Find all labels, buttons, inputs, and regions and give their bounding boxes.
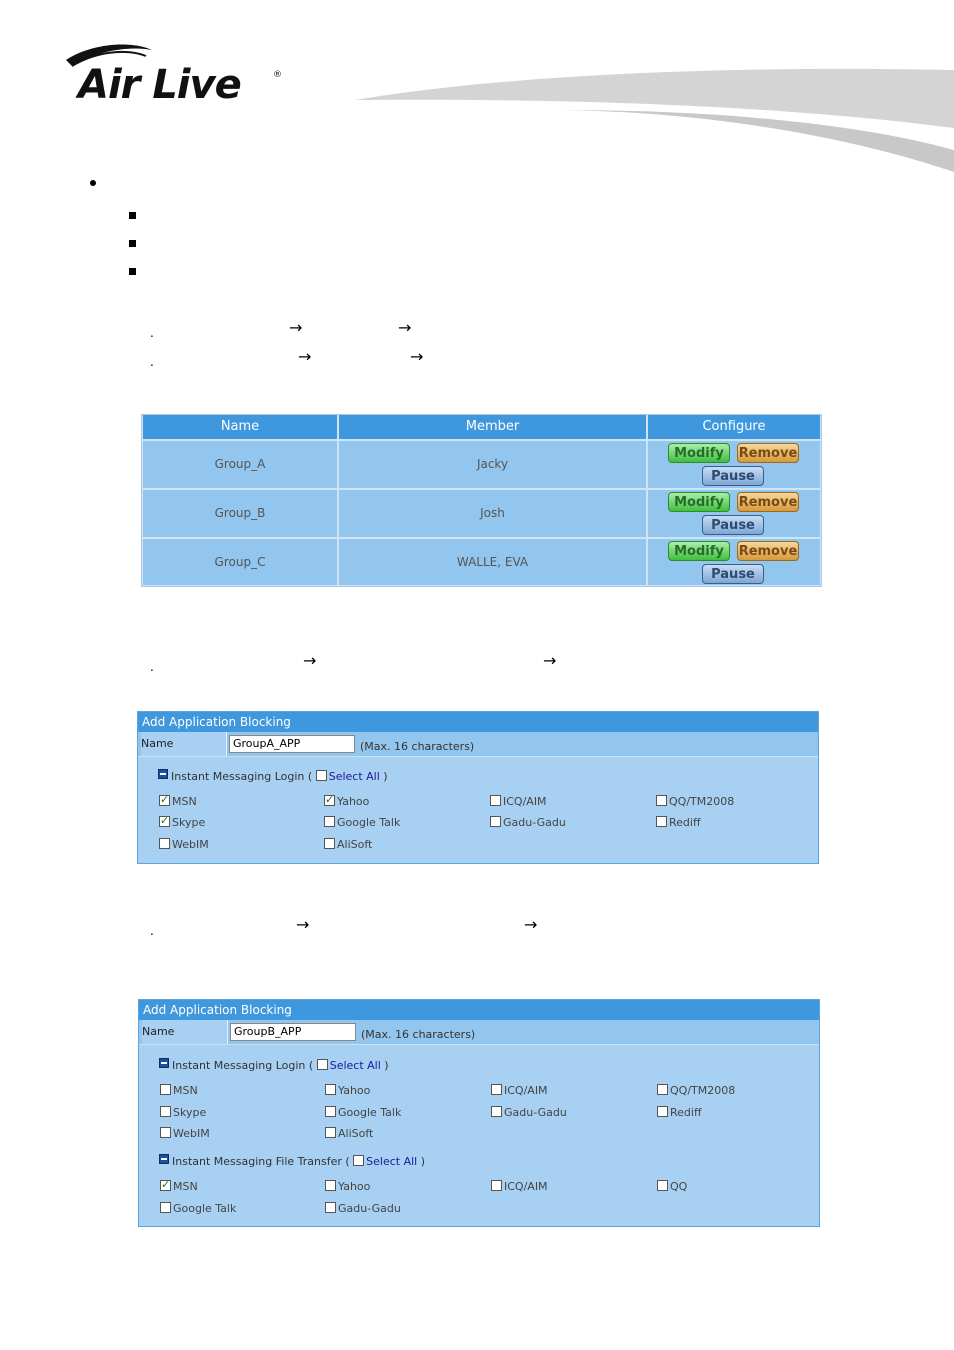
checkbox-label: Gadu-Gadu <box>503 816 566 829</box>
bullet-dot <box>90 180 96 186</box>
name-row <box>138 732 818 757</box>
checkbox-label: WebIM <box>173 1127 210 1140</box>
add-application-blocking-panel <box>138 999 820 1227</box>
group-table <box>141 414 822 587</box>
checkbox-label: AliSoft <box>338 1127 374 1140</box>
remove-button[interactable]: Remove <box>737 443 799 463</box>
arrow-icon: → <box>298 347 312 366</box>
checkbox[interactable] <box>657 1180 668 1191</box>
step-mark: . <box>150 924 154 938</box>
checkbox-label: Google Talk <box>337 816 401 829</box>
checkbox[interactable] <box>656 795 667 806</box>
checkbox-ft-yahoo[interactable] <box>325 1180 370 1193</box>
checkbox-label: Gadu-Gadu <box>504 1106 567 1119</box>
checkbox-rediff[interactable] <box>656 816 701 829</box>
checkbox-label: Rediff <box>669 816 701 829</box>
step-mark: . <box>150 660 154 674</box>
arrow-icon: → <box>410 347 424 366</box>
checkbox-rediff[interactable] <box>657 1106 702 1119</box>
checkbox-label: QQ <box>670 1180 688 1193</box>
checkbox-gadu-gadu[interactable] <box>490 816 566 829</box>
checkbox[interactable] <box>657 1084 668 1095</box>
panel-title: Add Application Blocking <box>139 1000 819 1020</box>
arrow-icon: → <box>296 915 310 934</box>
checkbox[interactable] <box>324 795 335 806</box>
checkbox[interactable] <box>160 1127 171 1138</box>
checkbox-ft-qq[interactable] <box>657 1180 687 1193</box>
checkbox[interactable] <box>325 1127 336 1138</box>
name-row <box>139 1020 819 1045</box>
checkbox[interactable] <box>325 1106 336 1117</box>
column-header-name: Name <box>143 415 337 439</box>
checkbox[interactable] <box>159 816 170 827</box>
name-hint: (Max. 16 characters) <box>361 1028 476 1041</box>
group-configure-cell <box>648 441 820 488</box>
column-header-member: Member <box>339 415 646 439</box>
checkbox-label: Google Talk <box>338 1106 402 1119</box>
step-mark: . <box>150 326 154 340</box>
section-label: Instant Messaging File Transfer <box>172 1155 342 1168</box>
checkbox[interactable] <box>324 816 335 827</box>
arrow-icon: → <box>398 318 412 337</box>
collapse-icon[interactable] <box>158 769 168 779</box>
checkbox[interactable] <box>490 816 501 827</box>
checkbox-msn[interactable] <box>160 1084 198 1097</box>
checkbox[interactable] <box>160 1202 171 1213</box>
checkbox-label: ICQ/AIM <box>504 1180 548 1193</box>
paren: ) <box>420 1155 426 1168</box>
select-all-checkbox[interactable] <box>316 770 327 781</box>
section-label: Instant Messaging Login <box>172 1059 306 1072</box>
panel-title: Add Application Blocking <box>138 712 818 732</box>
paren: ) <box>384 1059 389 1072</box>
checkbox-ft-icq-aim[interactable] <box>491 1180 548 1193</box>
group-name-cell: Group_C <box>143 539 337 585</box>
bullet-square <box>129 268 136 275</box>
name-label: Name <box>142 1020 228 1044</box>
checkbox[interactable] <box>656 816 667 827</box>
checkbox[interactable] <box>491 1106 502 1117</box>
checkbox[interactable] <box>657 1106 668 1117</box>
checkbox-label: Skype <box>172 816 206 829</box>
collapse-icon[interactable] <box>159 1058 169 1068</box>
checkbox[interactable] <box>491 1180 502 1191</box>
modify-button[interactable]: Modify <box>668 443 730 463</box>
group-name-cell: Group_B <box>143 490 337 537</box>
checkbox-skype[interactable] <box>159 816 205 829</box>
checkbox-label: AliSoft <box>337 838 373 851</box>
checkbox[interactable] <box>325 1084 336 1095</box>
checkbox-google-talk[interactable] <box>325 1106 401 1119</box>
paren: ( <box>308 1059 314 1072</box>
modify-button[interactable]: Modify <box>668 541 730 561</box>
group-member-cell: Josh <box>339 490 646 537</box>
group-member-cell: Jacky <box>339 441 646 488</box>
remove-button[interactable]: Remove <box>737 541 799 561</box>
checkbox-label: MSN <box>173 1084 198 1097</box>
pause-button[interactable]: Pause <box>702 564 764 584</box>
group-name-cell: Group_A <box>143 441 337 488</box>
add-application-blocking-panel <box>137 711 819 864</box>
checkbox-label: MSN <box>172 795 197 808</box>
arrow-icon: → <box>303 651 317 670</box>
arrow-icon: → <box>543 651 557 670</box>
paren: ) <box>383 770 388 783</box>
group-member-cell: WALLE, EVA <box>339 539 646 585</box>
brand-logo: Air Live <box>78 62 241 108</box>
checkbox-alisoft[interactable] <box>324 838 372 851</box>
name-hint: (Max. 16 characters) <box>360 740 475 753</box>
checkbox-label: ICQ/AIM <box>503 795 547 808</box>
checkbox[interactable] <box>490 795 501 806</box>
checkbox-label: Google Talk <box>173 1202 237 1215</box>
checkbox-msn[interactable] <box>159 795 197 808</box>
im-file-transfer-section <box>159 1154 425 1168</box>
name-label: Name <box>141 732 227 756</box>
im-login-section <box>158 769 388 783</box>
checkbox[interactable] <box>491 1084 502 1095</box>
select-all-label[interactable]: Select All <box>366 1155 418 1168</box>
checkbox-webim[interactable] <box>159 838 209 851</box>
checkbox-qq-tm2008[interactable] <box>657 1084 735 1097</box>
checkbox-label: Yahoo <box>338 1180 371 1193</box>
group-configure-cell <box>648 490 820 537</box>
paren: ( <box>307 770 313 783</box>
section-label: Instant Messaging Login <box>171 770 305 783</box>
checkbox[interactable] <box>159 838 170 849</box>
checkbox-qq-tm2008[interactable] <box>656 795 734 808</box>
registered-mark: ® <box>273 70 282 80</box>
pause-button[interactable]: Pause <box>702 466 764 486</box>
checkbox-skype[interactable] <box>160 1106 206 1119</box>
pause-button[interactable]: Pause <box>702 515 764 535</box>
checkbox[interactable] <box>324 838 335 849</box>
checkbox-alisoft[interactable] <box>325 1127 373 1140</box>
checkbox-icq-aim[interactable] <box>491 1084 548 1097</box>
collapse-icon[interactable] <box>159 1154 169 1164</box>
checkbox-label: MSN <box>173 1180 198 1193</box>
checkbox-yahoo[interactable] <box>325 1084 370 1097</box>
checkbox-label: Yahoo <box>338 1084 371 1097</box>
checkbox-webim[interactable] <box>160 1127 210 1140</box>
checkbox[interactable] <box>159 795 170 806</box>
arrow-icon: → <box>524 915 538 934</box>
step-mark: . <box>150 355 154 369</box>
select-all-label[interactable]: Select All <box>328 770 380 783</box>
checkbox-label: Gadu-Gadu <box>338 1202 401 1215</box>
checkbox-label: Rediff <box>670 1106 702 1119</box>
checkbox-yahoo[interactable] <box>324 795 369 808</box>
select-all-label[interactable]: Select All <box>329 1059 381 1072</box>
checkbox[interactable] <box>160 1106 171 1117</box>
checkbox-ft-gadu-gadu[interactable] <box>325 1202 401 1215</box>
checkbox[interactable] <box>160 1180 171 1191</box>
checkbox-gadu-gadu[interactable] <box>491 1106 567 1119</box>
column-header-configure: Configure <box>648 415 820 439</box>
checkbox-google-talk[interactable] <box>324 816 400 829</box>
bullet-square <box>129 240 136 247</box>
select-all-checkbox[interactable] <box>317 1059 328 1070</box>
checkbox-icq-aim[interactable] <box>490 795 547 808</box>
paren: ( <box>345 1155 350 1168</box>
checkbox-label: QQ/TM2008 <box>670 1084 736 1097</box>
checkbox-ft-google-talk[interactable] <box>160 1202 236 1215</box>
checkbox-label: Yahoo <box>337 795 370 808</box>
arrow-icon: → <box>289 318 303 337</box>
im-login-section <box>159 1058 389 1072</box>
checkbox[interactable] <box>325 1202 336 1213</box>
checkbox-ft-msn[interactable] <box>160 1180 198 1193</box>
checkbox-label: WebIM <box>172 838 209 851</box>
bullet-square <box>129 212 136 219</box>
checkbox-label: Skype <box>173 1106 207 1119</box>
checkbox-label: ICQ/AIM <box>504 1084 548 1097</box>
group-configure-cell <box>648 539 820 585</box>
modify-button[interactable]: Modify <box>668 492 730 512</box>
remove-button[interactable]: Remove <box>737 492 799 512</box>
select-all-checkbox[interactable] <box>353 1155 364 1166</box>
name-input[interactable]: GroupB_APP <box>230 1023 356 1041</box>
checkbox-label: QQ/TM2008 <box>669 795 735 808</box>
checkbox[interactable] <box>160 1084 171 1095</box>
name-input[interactable]: GroupA_APP <box>229 735 355 753</box>
checkbox[interactable] <box>325 1180 336 1191</box>
